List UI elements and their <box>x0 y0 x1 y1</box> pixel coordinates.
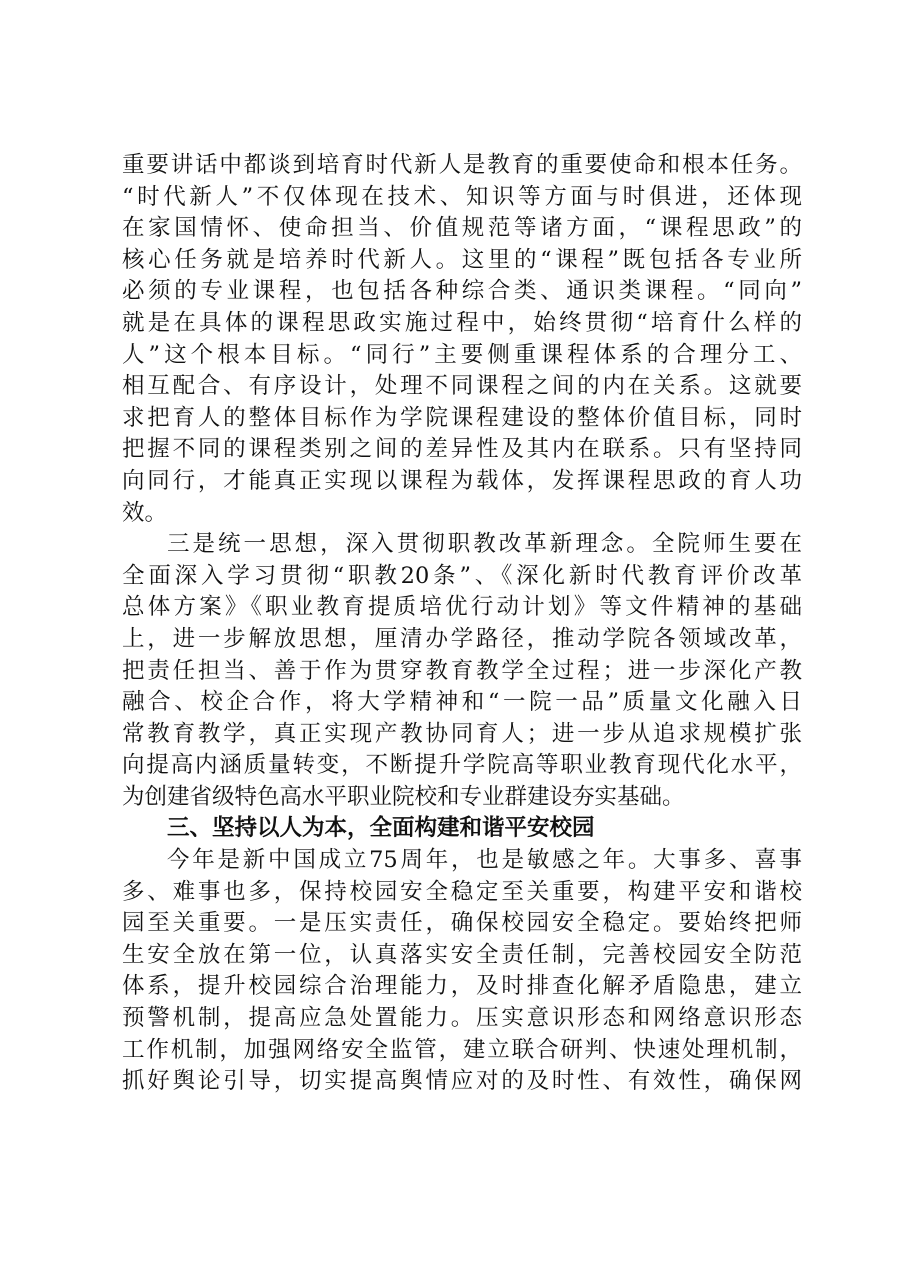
paragraph-line: 人”这个根本目标。“同行”主要侧重课程体系的合理分工、 <box>122 341 802 368</box>
paragraph-line: 相互配合、有序设计，处理不同课程之间的内在关系。这就要 <box>122 373 802 400</box>
paragraph-line: 必须的专业课程，也包括各种综合类、通识类课程。“同向” <box>122 278 802 305</box>
paragraph-line: 预警机制，提高应急处置能力。压实意识形态和网络意识形态 <box>122 1005 802 1032</box>
paragraph-line: 效。 <box>122 499 168 526</box>
paragraph-line: 今年是新中国成立75周年，也是敏感之年。大事多、喜事 <box>167 847 802 874</box>
paragraph-line: 生安全放在第一位，认真落实安全责任制，完善校园安全防范 <box>122 941 802 968</box>
paragraph-line: 园至关重要。一是压实责任，确保校园安全稳定。要始终把师 <box>122 910 802 937</box>
paragraph-line: 为创建省级特色高水平职业院校和专业群建设夯实基础。 <box>122 783 685 810</box>
paragraph-line: 多、难事也多，保持校园安全稳定至关重要，构建平安和谐校 <box>122 878 802 905</box>
paragraph-line: 工作机制，加强网络安全监管，建立联合研判、快速处理机制， <box>122 1036 802 1063</box>
paragraph-line: 融合、校企合作，将大学精神和“一院一品”质量文化融入日 <box>122 689 802 716</box>
paragraph-line: 求把育人的整体目标作为学院课程建设的整体价值目标，同时 <box>122 404 802 431</box>
paragraph-line: 把握不同的课程类别之间的差异性及其内在联系。只有坚持同 <box>122 436 802 463</box>
paragraph-line: 重要讲话中都谈到培育时代新人是教育的重要使命和根本任务。 <box>122 152 802 178</box>
paragraph-line: 就是在具体的课程思政实施过程中，始终贯彻“培育什么样的 <box>122 309 802 336</box>
paragraph-line: 体系，提升校园综合治理能力，及时排查化解矛盾隐患，建立 <box>122 973 802 1000</box>
paragraph-line: “时代新人”不仅体现在技术、知识等方面与时俱进，还体现 <box>122 183 802 210</box>
paragraph-line: 在家国情怀、使命担当、价值规范等诸方面，“课程思政”的 <box>122 215 802 242</box>
paragraph-line: 常教育教学，真正实现产教协同育人；进一步从追求规模扩张 <box>122 720 802 747</box>
paragraph-line: 核心任务就是培养时代新人。这里的“课程”既包括各专业所 <box>122 246 802 273</box>
paragraph-line: 三是统一思想，深入贯彻职教改革新理念。全院师生要在 <box>167 531 802 558</box>
document-body <box>122 150 802 1098</box>
paragraph-line: 抓好舆论引导，切实提高舆情应对的及时性、有效性，确保网 <box>122 1068 802 1095</box>
paragraph-line: 向同行，才能真正实现以课程为载体，发挥课程思政的育人功 <box>122 467 802 494</box>
paragraph-line: 全面深入学习贯彻“职教20条”、《深化新时代教育评价改革 <box>122 562 802 589</box>
paragraph-line: 总体方案》《职业教育提质培优行动计划》等文件精神的基础 <box>122 594 802 621</box>
paragraph-line: 上，进一步解放思想，厘清办学路径，推动学院各领域改革， <box>122 625 802 652</box>
paragraph-line: 把责任担当、善于作为贯穿教育教学全过程；进一步深化产教 <box>122 657 802 684</box>
paragraph-line: 向提高内涵质量转变，不断提升学院高等职业教育现代化水平， <box>122 752 802 779</box>
section-heading: 三、坚持以人为本，全面构建和谐平安校园 <box>167 815 595 842</box>
